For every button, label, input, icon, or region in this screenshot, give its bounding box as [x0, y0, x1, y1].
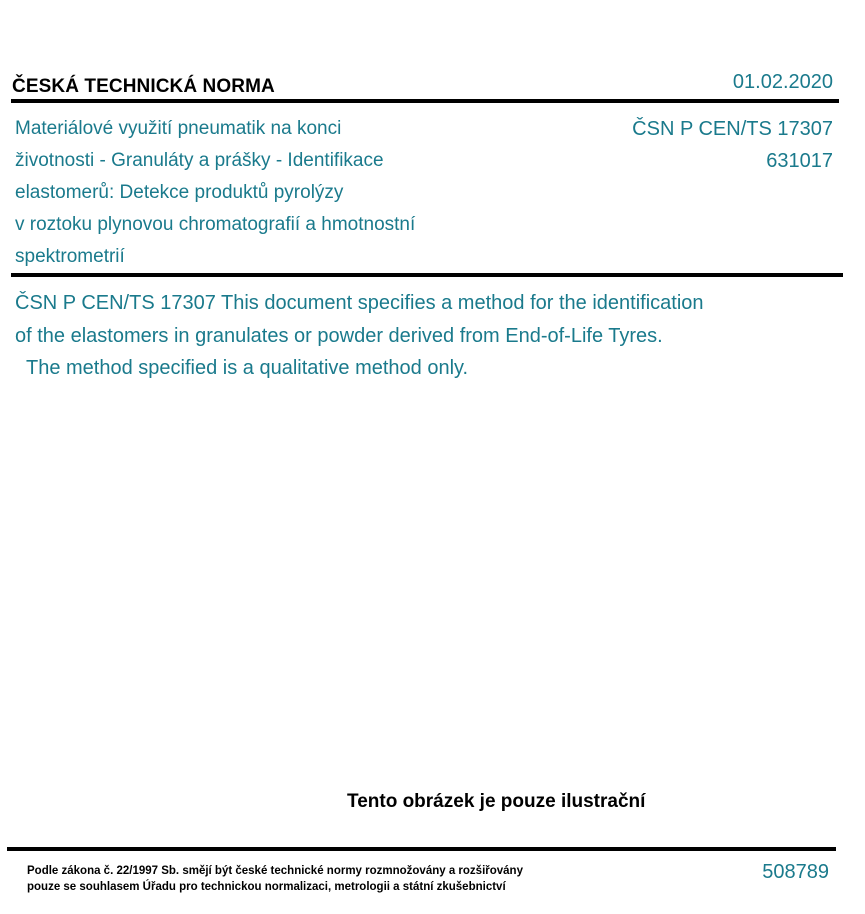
publication-date: 01.02.2020	[732, 71, 833, 93]
standard-title-line: elastomerů: Detekce produktů pyrolýzy	[15, 182, 344, 203]
standard-code: ČSN P CEN/TS 17307	[632, 118, 833, 140]
document-number: 508789	[762, 861, 829, 883]
abstract	[15, 287, 805, 385]
illustration-notice: Tento obrázek je pouze ilustrační	[347, 791, 646, 812]
abstract-line: of the elastomers in granulates or powder derived from End-of-Life Tyres.	[15, 324, 663, 347]
classification-number: 631017	[766, 150, 833, 172]
legal-notice-line: Podle zákona č. 22/1997 Sb. smějí být české technické normy rozmnožovány a rozšiřovány	[27, 865, 523, 877]
standard-title-line: životnosti - Granuláty a prášky - Identifikace	[15, 150, 384, 171]
abstract-line: ČSN P CEN/TS 17307 This document specifies a method for the identification	[15, 292, 704, 314]
standard-title-line: spektrometrií	[15, 246, 125, 267]
header-divider	[11, 99, 839, 103]
standard-title-line: v roztoku plynovou chromatografií a hmotnostní	[15, 214, 416, 235]
footer-divider	[7, 847, 836, 851]
legal-notice	[27, 863, 523, 895]
abstract-line: The method specified is a qualitative method only.	[26, 357, 469, 379]
document-type-heading: ČESKÁ TECHNICKÁ NORMA	[12, 76, 275, 97]
standard-title	[15, 113, 535, 273]
legal-notice-line: pouze se souhlasem Úřadu pro technickou normalizaci, metrologii a státní zkušebnictví	[27, 881, 506, 893]
standard-title-line: Materiálové využití pneumatik na konci	[15, 118, 342, 139]
title-divider	[11, 273, 843, 277]
standard-identifiers	[632, 113, 833, 177]
